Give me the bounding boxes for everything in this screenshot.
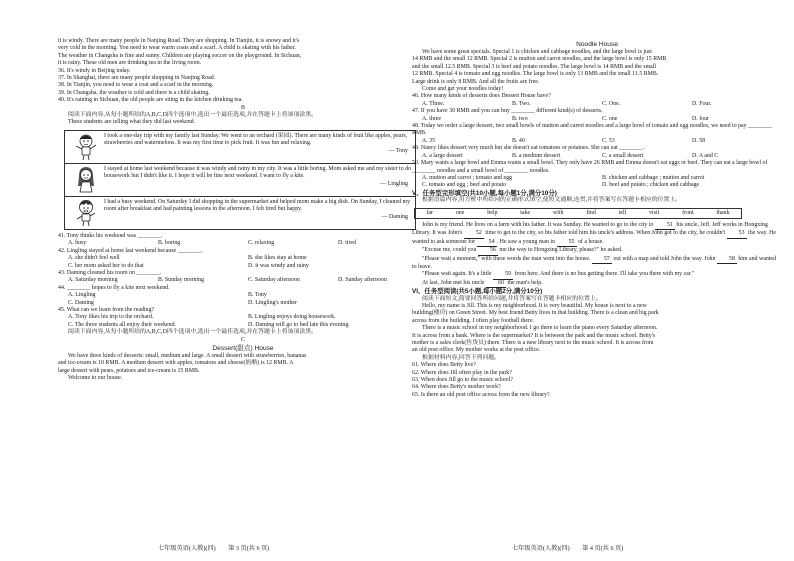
section-c-instruction: 阅读下面内容,从每小题所给的A,B,C,D四个选项中,选出一个最佳选项,并在答题卡上将该项涂黑。 bbox=[68, 329, 318, 336]
lingling-signature: — Lingling bbox=[380, 180, 408, 187]
dessert-line: and ice-cream is 10 RMB. A medium dessert with apples, tomatoes and cheese(奶酪) is 12 RMB. A bbox=[58, 360, 294, 367]
blank-58[interactable]: 58 bbox=[717, 256, 737, 264]
q47-options bbox=[412, 116, 782, 123]
lingling-cartoon-icon bbox=[68, 166, 104, 194]
option[interactable]: D. 58 bbox=[692, 137, 706, 144]
cloze-line: At last, John met his uncle 60 the man's help. bbox=[412, 280, 782, 288]
cloze-line: John is my friend. He lives on a farm with his father. It was Sunday. He wanted to go to the city to 51 his uncle, Jeff. Jeff works in Hongxing Library. It was John's 52 time to get to the city, so his father told him his uncle's address. When John got to the city, he couldn't 53 the way. He wanted to ask someone for 54 . He saw a young man in 55 of a house. bbox=[412, 222, 782, 247]
option[interactable]: A. Tony likes his trip to the orchard. bbox=[68, 314, 154, 321]
q44-stem: 44. ________ hopes to fly a kite next weekend. bbox=[58, 284, 170, 291]
question: 61. Where does Betty live? bbox=[412, 362, 476, 369]
word-bank-item: visit bbox=[649, 209, 660, 216]
option[interactable]: C. The three students all enjoy their weekend. bbox=[68, 321, 177, 328]
noodle-line: 12 RMB. Special 4 is tomato and egg noodles. The large bowl is only 13 RMB and the small 11.5 RMB. bbox=[412, 71, 659, 78]
blank-52[interactable]: 52 bbox=[464, 230, 484, 238]
option[interactable]: C. her mom asked her to do that bbox=[68, 262, 144, 269]
option[interactable]: D. beef and potato ; chicken and cabbage bbox=[602, 182, 700, 189]
q42-stem: 42. Lingling stayed at home last weekend because ________. bbox=[58, 247, 203, 254]
right-column bbox=[412, 40, 782, 399]
option[interactable]: C. relaxing bbox=[248, 240, 275, 247]
tony-text: I took a one-day trip with my family last Sunday. We went to an orchard (果园). There are many kinds of fruit like apples, pears, strawberries and watermelons. It was my first time to pick fruit. It was fun and relaxing. bbox=[104, 132, 408, 147]
intro-line: very cold in the morning. You need to wear warm coats and a scarf. A child is skating with his father. bbox=[58, 45, 296, 52]
q45-stem: 45. What can we learn from the reading? bbox=[58, 306, 155, 313]
option[interactable]: D. Sunday afternoon bbox=[338, 277, 387, 284]
word-bank-item: one bbox=[455, 209, 465, 216]
word-bank-item: thank bbox=[716, 209, 730, 216]
option[interactable]: A. she didn't feel well bbox=[68, 255, 120, 262]
q42-options bbox=[58, 255, 428, 270]
option[interactable]: C. one bbox=[602, 115, 618, 122]
tf-item: 40. It's raining in Sichuan, the old people are siting in the kitchen drinking tea. bbox=[58, 97, 243, 104]
cloze-line: "Excuse me, could you 56 me the way to Hongxing Library, please?" he asked. bbox=[412, 247, 782, 255]
blank-59[interactable]: 59 bbox=[493, 271, 513, 279]
left-column bbox=[58, 38, 428, 383]
box-row-lingling bbox=[65, 164, 415, 197]
blank-51[interactable]: 51 bbox=[655, 222, 675, 230]
option[interactable]: C. a small dessert bbox=[602, 152, 644, 159]
daming-signature: — Daming bbox=[381, 213, 408, 220]
word-bank-item: take bbox=[520, 209, 531, 216]
blank-53[interactable]: 53 bbox=[727, 230, 747, 238]
option[interactable]: A. Saturday morning bbox=[68, 277, 118, 284]
noodle-house-title: Noodle House bbox=[576, 41, 618, 48]
blank-55[interactable]: 55 bbox=[557, 239, 577, 247]
q43-options bbox=[58, 277, 428, 284]
option[interactable]: B. Two. bbox=[512, 100, 531, 107]
noodle-line: Large drink is only 8 RMB. And all the fruits are free. bbox=[412, 78, 540, 85]
noodle-line: We have some great specials. Special 1 is chicken and cabbage noodles, and the large bowl is just bbox=[422, 49, 652, 55]
intro-line: The weather in Changsha is fine and sunny. Children are playing soccer on the playground. In Sichuan, bbox=[58, 52, 302, 59]
q41-options bbox=[58, 240, 428, 247]
dessert-line: Welcome to our house. bbox=[68, 375, 123, 382]
word-bank-item: help bbox=[487, 209, 498, 216]
option[interactable]: D. it was windy and rainy bbox=[248, 262, 309, 269]
option[interactable]: C. tomato and egg ; beef and potato bbox=[422, 182, 507, 189]
option[interactable]: A. busy bbox=[68, 240, 87, 247]
question: 64. Where does Betty's mother work? bbox=[412, 384, 501, 391]
reading-line: building(楼房) on Green Street. My best friend Betty lives in that building. There is a clean and big park bbox=[412, 310, 659, 317]
option[interactable]: D. Daming will go to bed late this evening. bbox=[248, 321, 350, 328]
question: 63. When does Jill go to the music school? bbox=[412, 377, 513, 384]
reading-line: There is a music school in my neighborhood. I go there to learn the piano every Saturday afternoon. bbox=[422, 325, 658, 332]
option[interactable]: D. A and C bbox=[692, 152, 719, 159]
option[interactable]: B. she likes stay at home bbox=[248, 255, 307, 262]
footer-page-3: 七年级英语(人教)(四) 第 3 页(共 6 页) bbox=[158, 545, 270, 552]
option[interactable]: A. mutton and carrot ; tomato and egg bbox=[422, 174, 512, 181]
tf-item: 36. It's windy in Beijing today. bbox=[58, 67, 131, 74]
tony-signature: — Tony bbox=[388, 147, 408, 154]
q50-stem: 50. Mary wants a large bowl and Emma wants a small bowl. They only have 26 RMB and Emma doesn't eat eggs or beef. They can eat a large bowl of ________ noodles and a small bowl of ________ noodles. bbox=[412, 160, 768, 174]
q49-options bbox=[412, 153, 782, 160]
option[interactable]: B. Lingling enjoys doing housework. bbox=[248, 314, 336, 321]
option[interactable]: D. Four. bbox=[692, 100, 712, 107]
q44-options bbox=[58, 292, 428, 307]
option[interactable]: B. two bbox=[512, 115, 528, 122]
dessert-line: large dessert with pears, potatoes and ice-cream is 15 RMB. bbox=[58, 367, 200, 374]
reading-line: mother is a sales clerk(售货员) there. There is a new library next to the music school. It is across from bbox=[412, 340, 654, 347]
section-5-instruction: 根据语篇内容,用方框中所给词的正确形式填空,使短文通顺,连贯,并将答案写在答题卡相应的位置上。 bbox=[422, 197, 682, 204]
dessert-house-title: Dessert(甜点) House bbox=[212, 344, 274, 352]
option[interactable]: B. chicken and cabbage ; mutton and carrot bbox=[602, 174, 705, 181]
word-bank-item: tell bbox=[618, 209, 627, 216]
reading-line: an old post office. My mother works at the post office. bbox=[412, 347, 541, 354]
box-row-daming bbox=[65, 197, 415, 229]
option[interactable]: C. Daming bbox=[68, 299, 94, 306]
option[interactable]: A. 35 bbox=[422, 137, 436, 144]
option[interactable]: B. Sunday morning bbox=[158, 277, 204, 284]
q48-options bbox=[412, 138, 782, 145]
option[interactable]: D. tired bbox=[338, 240, 356, 247]
q43-stem: 43. Daming cleaned his room on ________. bbox=[58, 269, 162, 276]
q46-stem: 46. How many kinds of desserts does Dessert House have? bbox=[412, 93, 551, 100]
lingling-text: I stayed at home last weekend because it was windy and rainy in my city. It was a little boring. Mom asked me and my sister to do housework but I didn't like it. I hope it will be fine next weekend. I want to fly a kite. bbox=[104, 165, 412, 180]
weekend-box bbox=[64, 130, 416, 230]
noodle-line: Come and get your noodles today! bbox=[422, 86, 504, 93]
noodle-line: 14 RMB and the small 12 RMB. Special 2 is mutton and carrot noodles, and the large bowl is only 15 RMB bbox=[412, 56, 667, 63]
blank-60[interactable]: 60 bbox=[486, 280, 506, 288]
question: 65. Is there an old post office across from the new library? bbox=[412, 391, 550, 398]
option[interactable]: D. Lingling's mother bbox=[248, 299, 298, 306]
blank-57[interactable]: 57 bbox=[592, 256, 612, 264]
section-6-title: VI、任务型阅读(共5小题,每小题2分,满分10分) bbox=[412, 288, 543, 296]
intro-line: it is rainy. These old men are drinking tea in the living room. bbox=[58, 60, 202, 67]
option[interactable]: A. three bbox=[422, 115, 441, 122]
word-bank-item: front bbox=[682, 209, 694, 216]
q48-stem: 48. Today we order a large dessert, two small bowls of mutton and carrot noodles and a large bowl of tomato and egg noodles, we need to pay ________ RMB. bbox=[412, 123, 772, 137]
word-bank bbox=[414, 208, 742, 219]
cloze-line: "Please wait again. It's a little 59 from here. And there is no bus getting there. I'll take you there with my car." bbox=[412, 271, 782, 279]
reading-tail: 根据材料内容,回答下列问题。 bbox=[422, 354, 501, 361]
q45-options bbox=[58, 314, 428, 329]
option[interactable]: B. boring bbox=[158, 240, 181, 247]
intro-line: it is windy. There are many people in Nanjing Road. They are shopping. In Tianjin, it is snowy and it's bbox=[58, 38, 300, 44]
word-bank-item: find bbox=[586, 209, 596, 216]
option[interactable]: B. a medium dessert bbox=[512, 152, 561, 159]
option[interactable]: A. a large dessert bbox=[422, 152, 463, 159]
q49-stem: 49. Nancy likes dessert very much but she doesn't eat tomatoes or potatoes. She can eat ________. bbox=[412, 145, 645, 152]
reading-line: across from the building. I often play football there. bbox=[412, 317, 535, 324]
option[interactable]: C. Saturday afternoon bbox=[248, 277, 300, 284]
section-5-title: V、任务型完形填空(共10小题,每小题1分,满分10分) bbox=[412, 189, 557, 197]
daming-cartoon-icon bbox=[68, 199, 104, 227]
word-bank-item: with bbox=[552, 209, 564, 216]
q41-stem: 41. Tony thinks his weekend was ________. bbox=[58, 232, 163, 239]
tf-item: 39. In Changsha, the weather is cold and there is a child skating. bbox=[58, 89, 210, 96]
box-row-tony bbox=[65, 131, 415, 164]
option[interactable]: B. 40 bbox=[512, 137, 525, 144]
option[interactable]: C. One. bbox=[602, 100, 621, 107]
reading-line: It is across from a bank. Where is the supermarket? It is between the park and the music school. Betty's bbox=[412, 332, 656, 339]
q47-stem: 47. If you have 30 RMB and you can buy ________ different kind(s) of desserts. bbox=[412, 108, 603, 115]
blank-54[interactable]: 54 bbox=[477, 239, 497, 247]
tf-item: 38. In Tianjin, you need to wear a coat and a scarf in the morning. bbox=[58, 82, 214, 89]
option[interactable]: D. four bbox=[692, 115, 710, 122]
q50-options bbox=[412, 175, 782, 190]
cloze-line: "Please wait a moment," with these words the man went into the house. 57 out with a map and told John the way. John 58 him and wanted to leave. bbox=[412, 255, 776, 270]
footer-page-4: 七年级英语(人教)(四) 第 4 页(共 6 页) bbox=[512, 545, 624, 552]
section-c-letter: C bbox=[241, 336, 245, 343]
section-b-instruction: 阅读下面内容,从每小题所给的A,B,C,D四个选项中,选出一个最佳选项,并在答题卡上将该项涂黑。 bbox=[68, 112, 318, 119]
option[interactable]: A. Three. bbox=[422, 100, 445, 107]
option[interactable]: C. 53 bbox=[602, 137, 615, 144]
tony-cartoon-icon bbox=[68, 133, 104, 161]
dessert-line: We have three kinds of desserts: small, medium and large. A small dessert with strawberries, bananas bbox=[68, 352, 307, 359]
noodle-line: and the small 12.5 RMB. Special 3 is beef and potato noodles. The large bowl is 14 RMB and the small bbox=[412, 63, 657, 70]
daming-text: I had a busy weekend. On Saturday I did shopping in the supermarket and helped mom make a big dish. On Sunday, I cleaned my room after breakfast and had painting lessons in the afternoon. I felt tired but happy. bbox=[104, 198, 411, 213]
word-bank-item: far bbox=[426, 209, 433, 216]
question: 62. Where does Jill often play in the park? bbox=[412, 369, 512, 376]
section-b-letter: B bbox=[241, 104, 245, 111]
blank-56[interactable]: 56 bbox=[478, 247, 498, 255]
option[interactable]: B. Tony bbox=[248, 292, 267, 299]
section-b-lead: These students are telling what they did last weekend. bbox=[68, 119, 196, 126]
reading-line: Hello, my name is Jill. This is my neighborhood. It is very beautiful. My house is next to a new bbox=[422, 303, 647, 309]
section-6-instruction: 阅读下面短文,简要回答所给问题,并将答案写在答题卡相应的位置上。 bbox=[422, 295, 602, 302]
tf-item: 37. In Shanghai, there are many people shopping in Nanjing Road. bbox=[58, 75, 216, 82]
option[interactable]: A. Lingling bbox=[68, 292, 96, 299]
